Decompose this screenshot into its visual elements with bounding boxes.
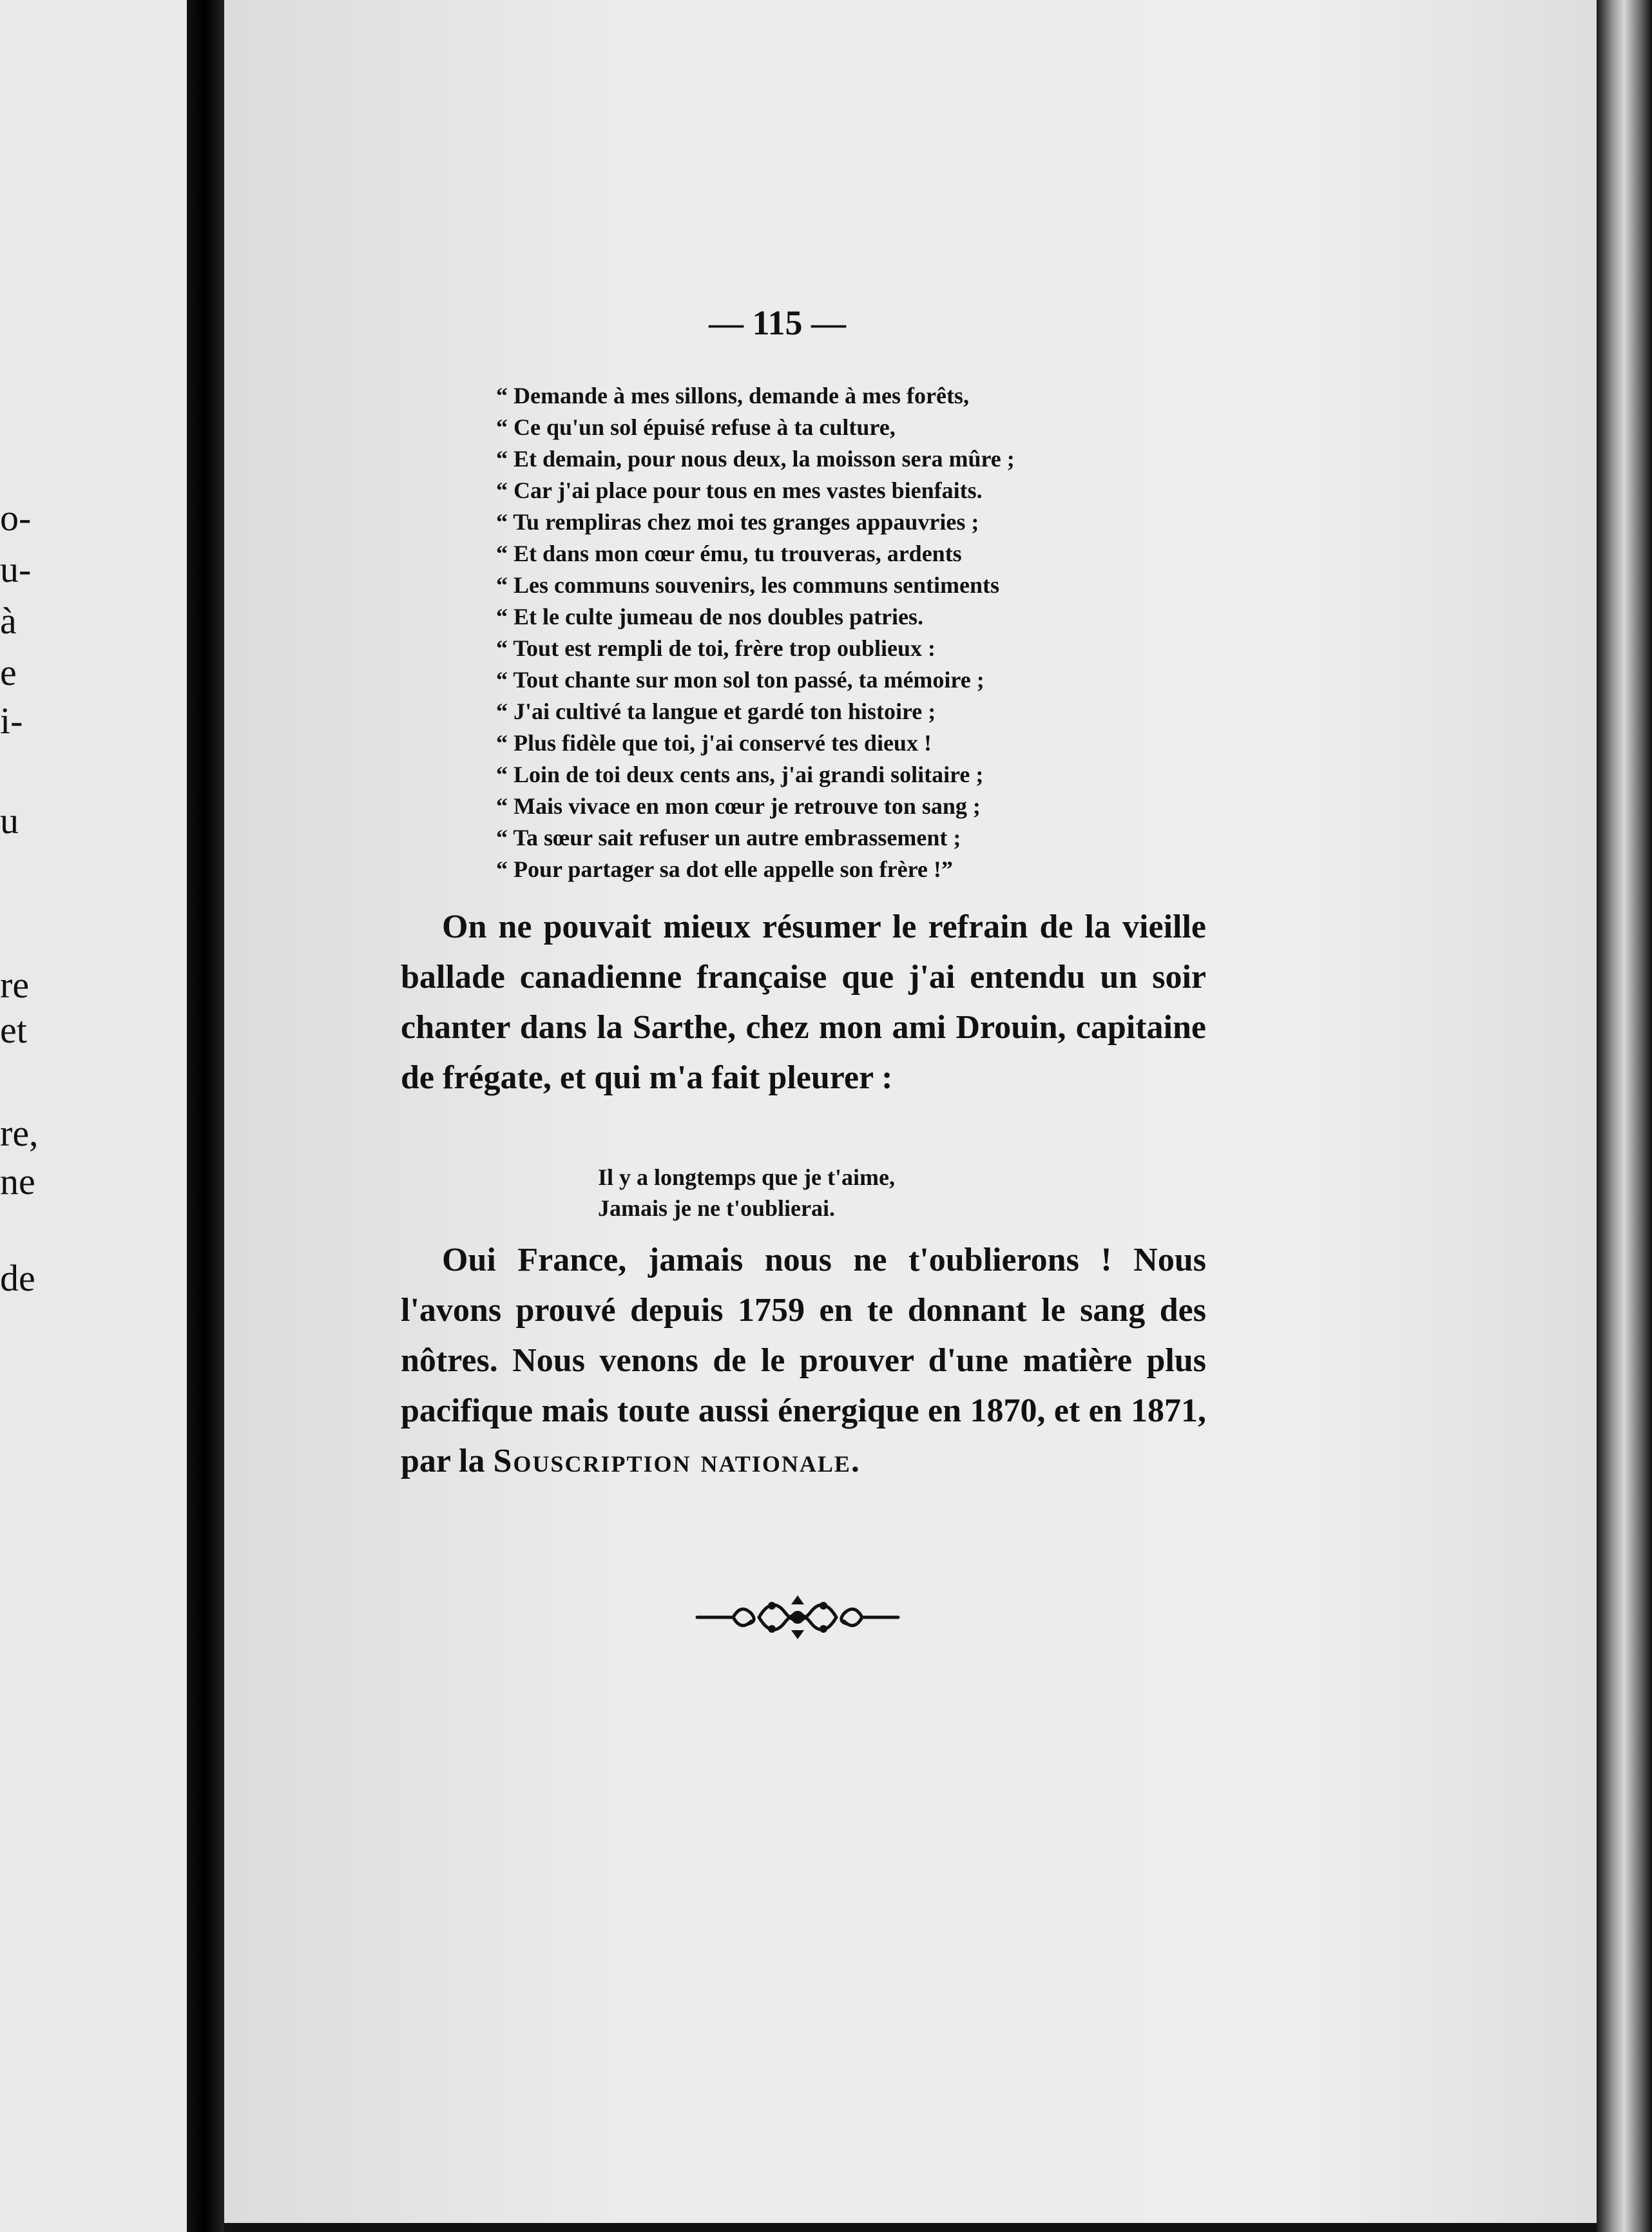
poem-line: “ Et demain, pour nous deux, la moisson sera mûre ; [496,446,1015,472]
smallcaps-text: Souscription nationale. [493,1443,861,1479]
song-quotation [598,1162,1113,1224]
poem-line: “ Pour partager sa dot elle appelle son frère !” [496,856,953,882]
book-gutter [187,0,224,2232]
song-line: Il y a longtemps que je t'aime, [598,1164,895,1190]
poem-line: “ Mais vivace en mon cœur je retrouve ton sang ; [496,793,981,819]
fragment-text: à [0,600,17,642]
body-paragraph [401,1235,1206,1486]
poem-line: “ Ce qu'un sol épuisé refuse à ta culture, [496,414,896,440]
fragment-text: re, [0,1112,39,1154]
poem-line: “ Demande à mes sillons, demande à mes forêts, [496,383,969,409]
book-page [224,0,1597,2223]
poem-quotation [496,380,1192,885]
fleuron-ornament-icon [695,1592,901,1643]
poem-line: “ Loin de toi deux cents ans, j'ai grandi solitaire ; [496,762,984,787]
page-number: — 115 — [709,303,847,342]
fragment-text: i- [0,700,23,742]
poem-line: “ Plus fidèle que toi, j'ai conservé tes dieux ! [496,730,932,756]
body-paragraph [401,902,1206,1103]
fragment-text: re [0,964,30,1006]
facing-page-text-fragments [0,0,187,2232]
fragment-text: de [0,1257,35,1299]
fragment-text: u- [0,548,32,590]
fragment-text: u [0,800,19,842]
poem-line: “ Tout chante sur mon sol ton passé, ta mémoire ; [496,667,984,693]
poem-line: “ Tout est rempli de toi, frère trop oublieux : [496,635,936,661]
fragment-text: o- [0,497,32,539]
facing-page [0,0,187,2232]
poem-line: “ Ta sœur sait refuser un autre embrassement ; [496,825,961,851]
paragraph-text: On ne pouvait mieux résumer le refrain de la vieille ballade canadienne française que j'ai entendu un soir chanter dans la Sarthe, chez mon ami Drouin, capitaine de frégate, et qui m'a fait pleurer : [401,909,1206,1096]
fragment-text: et [0,1009,27,1051]
fragment-text: ne [0,1160,35,1202]
poem-line: “ J'ai cultivé ta langue et gardé ton histoire ; [496,698,936,724]
page-bottom-edge [224,2223,1597,2232]
paragraph-text: Oui France, jamais nous ne t'oublierons ! Nous l'avons prouvé depuis 1759 en te donnant le sang des nôtres. Nous venons de le prouver d'une matière plus pacifique mais toute aussi énergique en 1870, et en 1871, par la [401,1242,1206,1479]
poem-line: “ Tu rempliras chez moi tes granges appauvries ; [496,509,979,535]
poem-line: “ Et dans mon cœur ému, tu trouveras, ardents [496,541,962,566]
poem-line: “ Les communs souvenirs, les communs sentiments [496,572,1000,598]
poem-line: “ Et le culte jumeau de nos doubles patries. [496,604,924,630]
song-line: Jamais je ne t'oublierai. [598,1195,835,1221]
page-edge [1597,0,1652,2232]
fragment-text: e [0,651,17,693]
poem-line: “ Car j'ai place pour tous en mes vastes bienfaits. [496,477,983,503]
